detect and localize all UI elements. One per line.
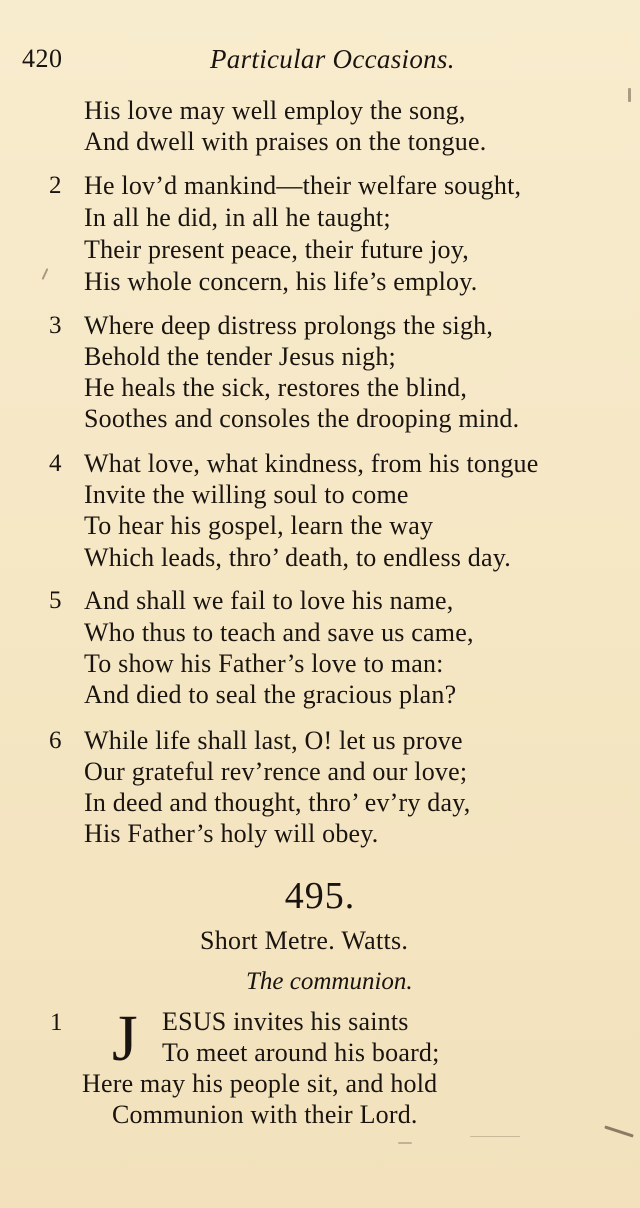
verse-number: 5: [49, 587, 62, 614]
verse-number: 3: [49, 312, 62, 339]
hymn-line: Invite the willing soul to come: [84, 480, 409, 509]
verse-number: 4: [49, 450, 62, 477]
hymn-line: Who thus to teach and save us came,: [84, 618, 474, 647]
verse-number: 1: [50, 1009, 63, 1036]
hymn-line: Here may his people sit, and hold: [82, 1069, 438, 1098]
paper-speck: [470, 1136, 520, 1137]
hymn-line: And dwell with praises on the tongue.: [84, 127, 487, 156]
hymn-line: In all he did, in all he taught;: [84, 203, 391, 232]
hymn-line: Our grateful rev’rence and our love;: [84, 757, 468, 786]
hymn-line: He lov’d mankind—their welfare sought,: [84, 171, 522, 200]
hymn-line: To hear his gospel, learn the way: [84, 511, 434, 540]
hymn-line: His whole concern, his life’s employ.: [84, 267, 478, 296]
hymn-line: And shall we fail to love his name,: [84, 586, 454, 615]
drop-cap: J: [112, 1002, 138, 1075]
hymn-number: 495.: [284, 875, 356, 917]
hymn-line: His Father’s holy will obey.: [84, 819, 379, 848]
paper-speck: [398, 1142, 412, 1144]
hymn-line: His love may well employ the song,: [84, 96, 466, 125]
hymn-line: To meet around his board;: [162, 1038, 440, 1067]
hymn-line: Soothes and consoles the drooping mind.: [84, 404, 520, 433]
verse-number: 2: [49, 172, 62, 199]
hymn-line: Which leads, thro’ death, to endless day.: [84, 543, 511, 572]
running-head: Particular Occasions.: [210, 44, 455, 74]
paper-speck: [628, 88, 631, 102]
hymn-line: Their present peace, their future joy,: [84, 235, 469, 264]
hymn-line: Where deep distress prolongs the sigh,: [84, 311, 494, 340]
hymn-line: And died to seal the gracious plan?: [84, 680, 457, 709]
hymn-line: To show his Father’s love to man:: [84, 649, 444, 678]
page-header: [22, 44, 622, 78]
hymn-line: Behold the tender Jesus nigh;: [84, 342, 396, 371]
hymn-line: While life shall last, O! let us prove: [84, 726, 463, 755]
hymn-meter: Short Metre. Watts.: [200, 926, 409, 955]
page-number: 420: [22, 44, 63, 73]
hymn-line: What love, what kindness, from his tongue: [84, 449, 539, 478]
verse-number: 6: [49, 727, 62, 754]
hymn-line: Communion with their Lord.: [112, 1100, 418, 1129]
hymn-line: In deed and thought, thro’ ev’ry day,: [84, 788, 471, 817]
hymn-line: He heals the sick, restores the blind,: [84, 373, 468, 402]
hymn-subject: The communion.: [246, 968, 413, 995]
paper-speck: [604, 1125, 633, 1137]
hymn-line: ESUS invites his saints: [162, 1007, 409, 1036]
paper-speck: [42, 268, 49, 280]
